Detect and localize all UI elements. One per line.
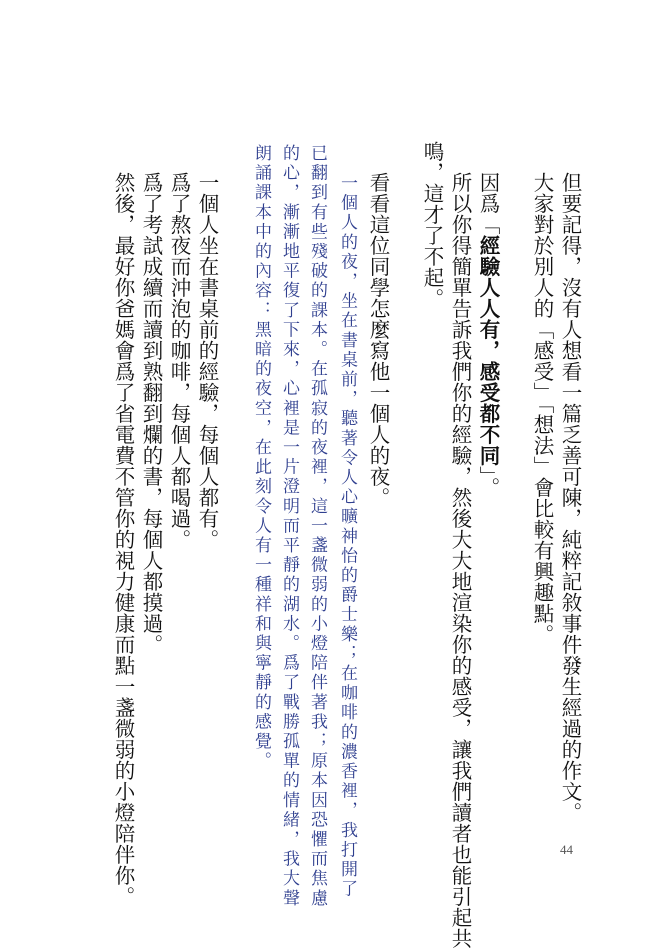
- list-line: 一個人坐在書桌前的經驗，每個人都有。: [195, 172, 219, 550]
- bold-emphasis: 經驗人人有，感受都不同: [476, 235, 500, 466]
- text-span: 」。: [476, 466, 500, 498]
- list-line: 然後，最好你爸媽會爲了省電費不管你的視力健康而點一盞微弱的小燈陪伴你。: [111, 172, 135, 907]
- paragraph-line: 所以你得簡單告訴我們你的經驗，然後大大地渲染你的感受，讓我們讀者也能引起共: [448, 172, 472, 949]
- list-line: 爲了熬夜而沖泡的咖啡，每個人都喝過。: [167, 172, 191, 550]
- text-span: 因爲「: [476, 172, 500, 235]
- paragraph-emphasis: [476, 172, 500, 498]
- list-line: 爲了考試成續而讀到熟翻到爛的書，每個人都摸過。: [139, 172, 163, 655]
- page-number: 44: [560, 842, 573, 857]
- quote-line: 一個人的夜，坐在書桌前，聽著令人心曠神怡的爵士樂；在咖啡的濃香裡，我打開了: [337, 174, 357, 900]
- paragraph-line: 看看這位同學怎麼寫他一個人的夜。: [366, 172, 390, 508]
- quote-line: 已翻到有些殘破的課本。在孤寂的夜裡，這一盞微弱的小燈陪伴著我；原本因恐懼而焦慮: [307, 144, 327, 909]
- paragraph-line: 但要記得，沒有人想看一篇乏善可陳，純粹記敘事件發生經過的作文。: [558, 172, 582, 823]
- quote-line: 的心，漸漸地平復了下來，心裡是一片澄明而平靜的湖水。爲了戰勝孤單的情緒，我大聲: [279, 144, 299, 909]
- quote-line: 朗誦課本中的內容：黑暗的夜空，在此刻令人有一種祥和與寧靜的感覺。: [251, 144, 271, 772]
- paragraph-line: 大家對於別人的「感受」「想法」會比較有興趣點。: [530, 172, 554, 645]
- paragraph-line: 鳴，這才了不起。: [420, 141, 444, 309]
